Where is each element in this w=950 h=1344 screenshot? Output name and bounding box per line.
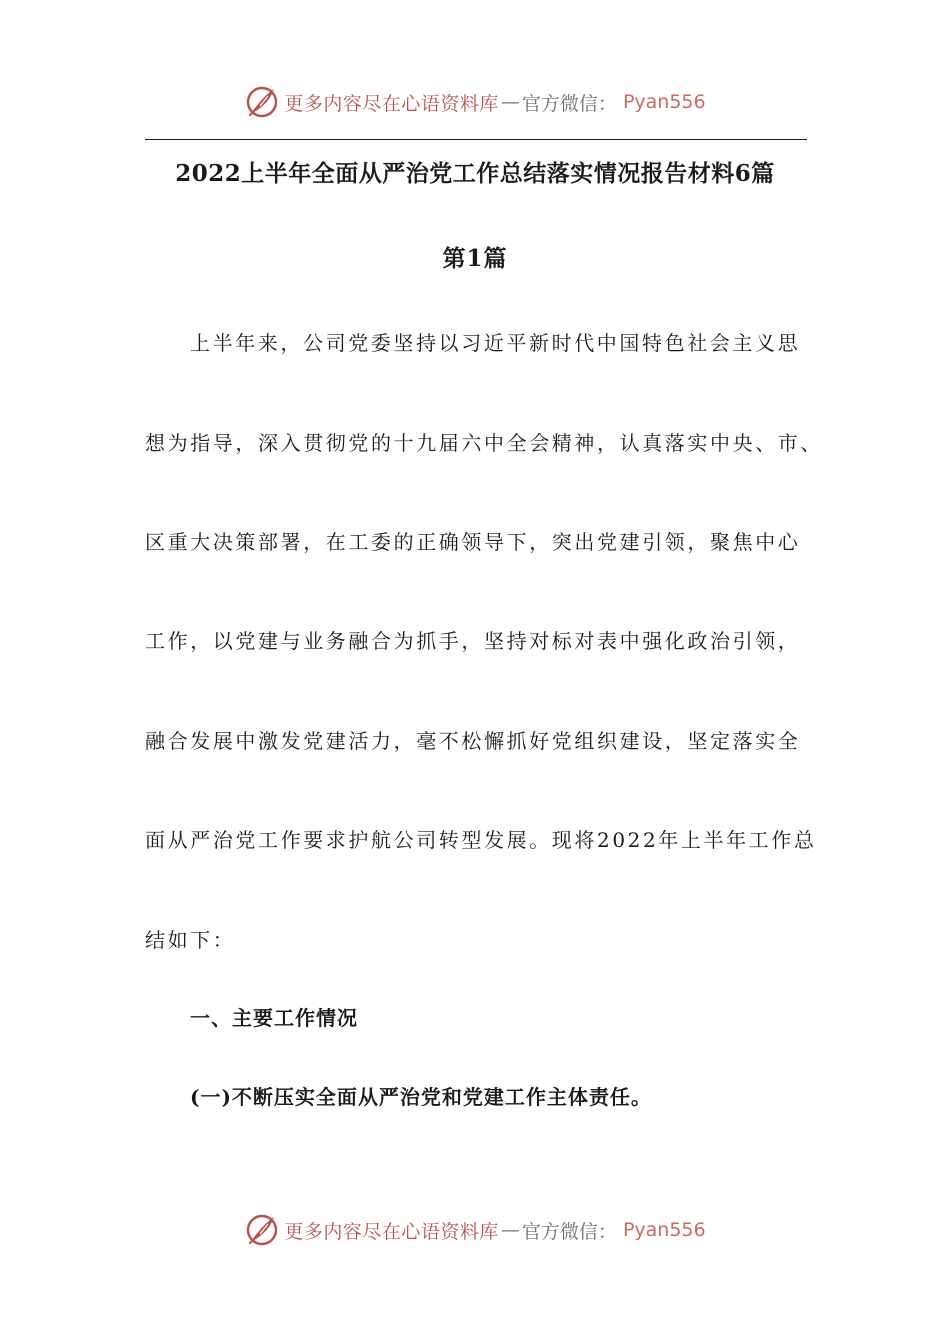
paragraph-line: 面从严治党工作要求护航公司转型发展。现将2022年上半年工作总	[145, 828, 817, 852]
section-title: 第1篇	[442, 245, 508, 272]
header-banner	[0, 82, 950, 122]
banner-separator: —	[500, 91, 520, 113]
banner-separator: —	[500, 1219, 520, 1241]
banner-wechat-label: 官方微信：	[521, 1220, 617, 1243]
banner-wechat-label: 官方微信：	[521, 92, 617, 115]
paragraph-line: 融合发展中激发党建活力，毫不松懈抓好党组织建设，坚定落实全	[145, 729, 801, 753]
quill-pen-logo-icon	[244, 1212, 280, 1248]
header-divider	[145, 139, 807, 140]
paragraph-line: 结如下：	[145, 928, 236, 952]
quill-pen-logo-icon	[244, 84, 280, 120]
banner-text: 更多内容尽在心语资料库	[284, 92, 499, 115]
document-title: 2022上半年全面从严治党工作总结落实情况报告材料6篇	[175, 160, 775, 187]
paragraph-line: 区重大决策部署，在工委的正确领导下，突出党建引领，聚焦中心	[145, 530, 801, 554]
heading-subsection-1: (一)不断压实全面从严治党和党建工作主体责任。	[190, 1085, 652, 1109]
heading-main-work: 一、主要工作情况	[190, 1006, 358, 1030]
banner-text: 更多内容尽在心语资料库	[284, 1220, 499, 1243]
paragraph-line: 上半年来，公司党委坚持以习近平新时代中国特色社会主义思	[190, 331, 801, 355]
paragraph-line: 工作，以党建与业务融合为抓手，坚持对标对表中强化政治引领，	[145, 629, 801, 653]
banner-wechat-id: Pyan556	[622, 1219, 706, 1241]
footer-banner	[0, 1210, 950, 1250]
paragraph-line: 想为指导，深入贯彻党的十九届六中全会精神，认真落实中央、市、	[145, 431, 823, 455]
banner-wechat-id: Pyan556	[622, 91, 706, 113]
